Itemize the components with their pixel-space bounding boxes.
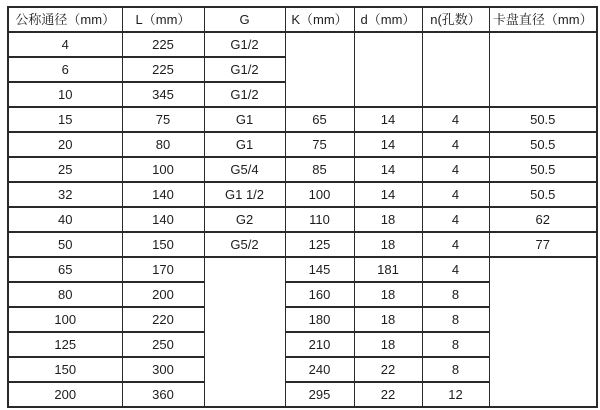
table-row	[8, 207, 597, 232]
cell-K: 145	[285, 257, 354, 282]
cell-d: 18	[354, 232, 422, 257]
cell-L: 220	[122, 307, 204, 332]
cell-K: 295	[285, 382, 354, 407]
cell-G: G1/2	[204, 32, 285, 57]
header-K: K（mm）	[285, 7, 354, 32]
cell-d: 14	[354, 107, 422, 132]
cell-L: 170	[122, 257, 204, 282]
cell-d: 181	[354, 257, 422, 282]
cell-G: G1/2	[204, 82, 285, 107]
cell-d: 22	[354, 382, 422, 407]
cell-d: 22	[354, 357, 422, 382]
cell-chuck: 50.5	[489, 182, 597, 207]
cell-n: 8	[422, 332, 489, 357]
cell-n: 8	[422, 307, 489, 332]
cell-chuck: 77	[489, 232, 597, 257]
cell-n: 12	[422, 382, 489, 407]
cell-G: G1 1/2	[204, 182, 285, 207]
cell-K: 85	[285, 157, 354, 182]
cell-L: 75	[122, 107, 204, 132]
cell-L: 150	[122, 232, 204, 257]
merged-empty-cell-G	[204, 257, 285, 407]
pipe-spec-table	[7, 6, 598, 408]
cell-dn: 20	[8, 132, 122, 157]
merged-empty-cell-chuck	[489, 32, 597, 107]
table-row	[8, 107, 597, 132]
cell-d: 14	[354, 182, 422, 207]
header-L: L（mm）	[122, 7, 204, 32]
merged-empty-cell-d	[354, 32, 422, 107]
cell-L: 225	[122, 32, 204, 57]
merged-empty-cell-n	[422, 32, 489, 107]
cell-dn: 80	[8, 282, 122, 307]
cell-L: 80	[122, 132, 204, 157]
cell-G: G2	[204, 207, 285, 232]
table-row	[8, 257, 597, 282]
cell-chuck: 62	[489, 207, 597, 232]
merged-empty-cell-chuck	[489, 257, 597, 407]
cell-G: G1/2	[204, 57, 285, 82]
cell-d: 18	[354, 282, 422, 307]
table-row	[8, 132, 597, 157]
merged-empty-cell-K	[285, 32, 354, 107]
header-G: G	[204, 7, 285, 32]
cell-K: 125	[285, 232, 354, 257]
cell-dn: 6	[8, 57, 122, 82]
header-row	[8, 7, 597, 32]
cell-d: 18	[354, 332, 422, 357]
cell-G: G5/4	[204, 157, 285, 182]
cell-n: 8	[422, 357, 489, 382]
cell-K: 160	[285, 282, 354, 307]
cell-G: G1	[204, 132, 285, 157]
cell-dn: 65	[8, 257, 122, 282]
cell-n: 4	[422, 182, 489, 207]
header-n-holes: n(孔数）	[422, 7, 489, 32]
cell-G: G1	[204, 107, 285, 132]
cell-L: 100	[122, 157, 204, 182]
cell-chuck: 50.5	[489, 132, 597, 157]
table-row	[8, 182, 597, 207]
cell-L: 140	[122, 207, 204, 232]
cell-K: 180	[285, 307, 354, 332]
cell-n: 8	[422, 282, 489, 307]
cell-chuck: 50.5	[489, 157, 597, 182]
cell-n: 4	[422, 257, 489, 282]
cell-d: 18	[354, 307, 422, 332]
table-row	[8, 32, 597, 57]
cell-dn: 150	[8, 357, 122, 382]
cell-n: 4	[422, 207, 489, 232]
cell-K: 210	[285, 332, 354, 357]
cell-dn: 10	[8, 82, 122, 107]
cell-dn: 4	[8, 32, 122, 57]
cell-L: 300	[122, 357, 204, 382]
header-chuck-diameter: 卡盘直径（mm）	[489, 7, 597, 32]
cell-d: 18	[354, 207, 422, 232]
cell-L: 345	[122, 82, 204, 107]
cell-K: 75	[285, 132, 354, 157]
cell-d: 14	[354, 132, 422, 157]
cell-K: 240	[285, 357, 354, 382]
cell-dn: 40	[8, 207, 122, 232]
cell-dn: 200	[8, 382, 122, 407]
cell-L: 140	[122, 182, 204, 207]
cell-K: 100	[285, 182, 354, 207]
cell-L: 360	[122, 382, 204, 407]
cell-n: 4	[422, 232, 489, 257]
cell-n: 4	[422, 157, 489, 182]
cell-dn: 25	[8, 157, 122, 182]
table-row	[8, 232, 597, 257]
cell-d: 14	[354, 157, 422, 182]
header-d: d（mm）	[354, 7, 422, 32]
header-nominal-diameter: 公称通径（mm）	[8, 7, 122, 32]
cell-dn: 50	[8, 232, 122, 257]
cell-L: 250	[122, 332, 204, 357]
cell-dn: 32	[8, 182, 122, 207]
cell-L: 200	[122, 282, 204, 307]
cell-chuck: 50.5	[489, 107, 597, 132]
cell-n: 4	[422, 107, 489, 132]
cell-G: G5/2	[204, 232, 285, 257]
table-row	[8, 157, 597, 182]
cell-n: 4	[422, 132, 489, 157]
cell-dn: 100	[8, 307, 122, 332]
cell-dn: 125	[8, 332, 122, 357]
cell-L: 225	[122, 57, 204, 82]
cell-K: 110	[285, 207, 354, 232]
cell-dn: 15	[8, 107, 122, 132]
cell-K: 65	[285, 107, 354, 132]
